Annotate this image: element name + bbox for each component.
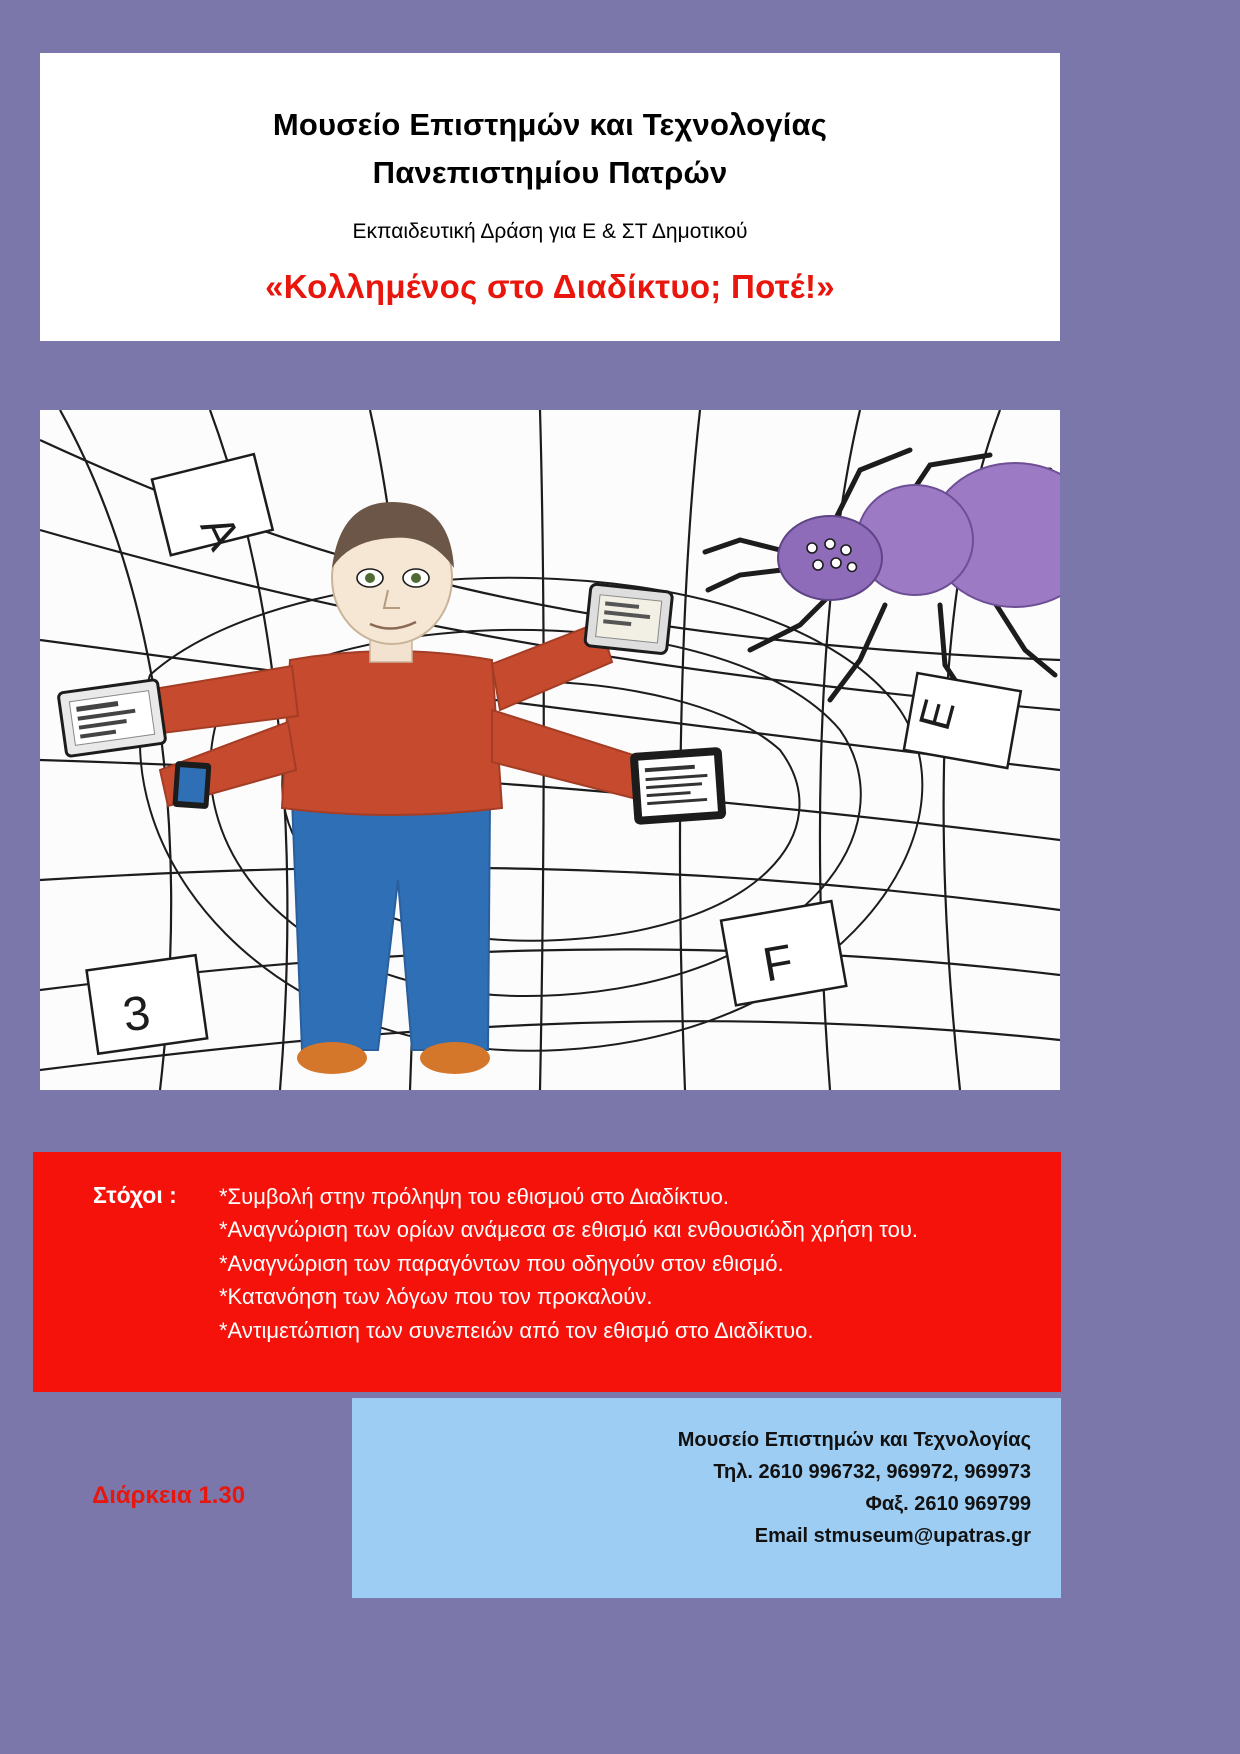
contact-museum-name: Μουσείο Επιστημών και Τεχνολογίας [677,1429,1031,1451]
header-panel [40,53,1060,341]
duration-label: Διάρκεια 1.30 [92,1482,246,1509]
list-item: *Κατανόηση των λόγων που τον προκαλούν. [219,1284,653,1310]
svg-text:A: A [190,506,251,558]
museum-title-line-2: Πανεπιστημίου Πατρών [372,155,728,191]
svg-text:F: F [759,935,798,993]
spider-head [778,516,882,600]
program-title: «Κολλημένος στο Διαδίκτυο; Ποτέ!» [265,268,835,306]
museum-title-line-1: Μουσείο Επιστημών και Τεχνολογίας [272,107,828,142]
contact-fax: Φαξ. 2610 969799 [865,1493,1031,1515]
list-item: *Συμβολή στην πρόληψη του εθισμού στο Διαδίκτυο. [219,1184,729,1209]
contact-email: Email stmuseum@upatras.gr [754,1525,1031,1547]
objectives-list [213,1180,1031,1392]
list-item: *Αναγνώριση των ορίων ανάμεσα σε εθισμό και ενθουσιώδη χρήση του. [219,1217,918,1243]
svg-text:3: 3 [119,986,154,1043]
svg-text:E: E [909,694,965,736]
spider-web-illustration-svg [40,410,1060,1090]
objectives-label: Στόχοι : [93,1182,177,1208]
objectives-panel [33,1152,1061,1392]
contact-phone: Τηλ. 2610 996732, 969972, 969973 [713,1461,1031,1483]
list-item: *Αντιμετώπιση των συνεπειών από τον εθισμό στο Διαδίκτυο. [219,1317,814,1343]
contact-panel [352,1398,1061,1598]
list-item: *Αναγνώριση των παραγόντων που οδηγούν στον εθισμό. [219,1250,784,1276]
audience-subtitle: Εκπαιδευτική Δράση για Ε & ΣΤ Δημοτικού [352,220,748,244]
illustration-drawing [40,410,1060,1090]
